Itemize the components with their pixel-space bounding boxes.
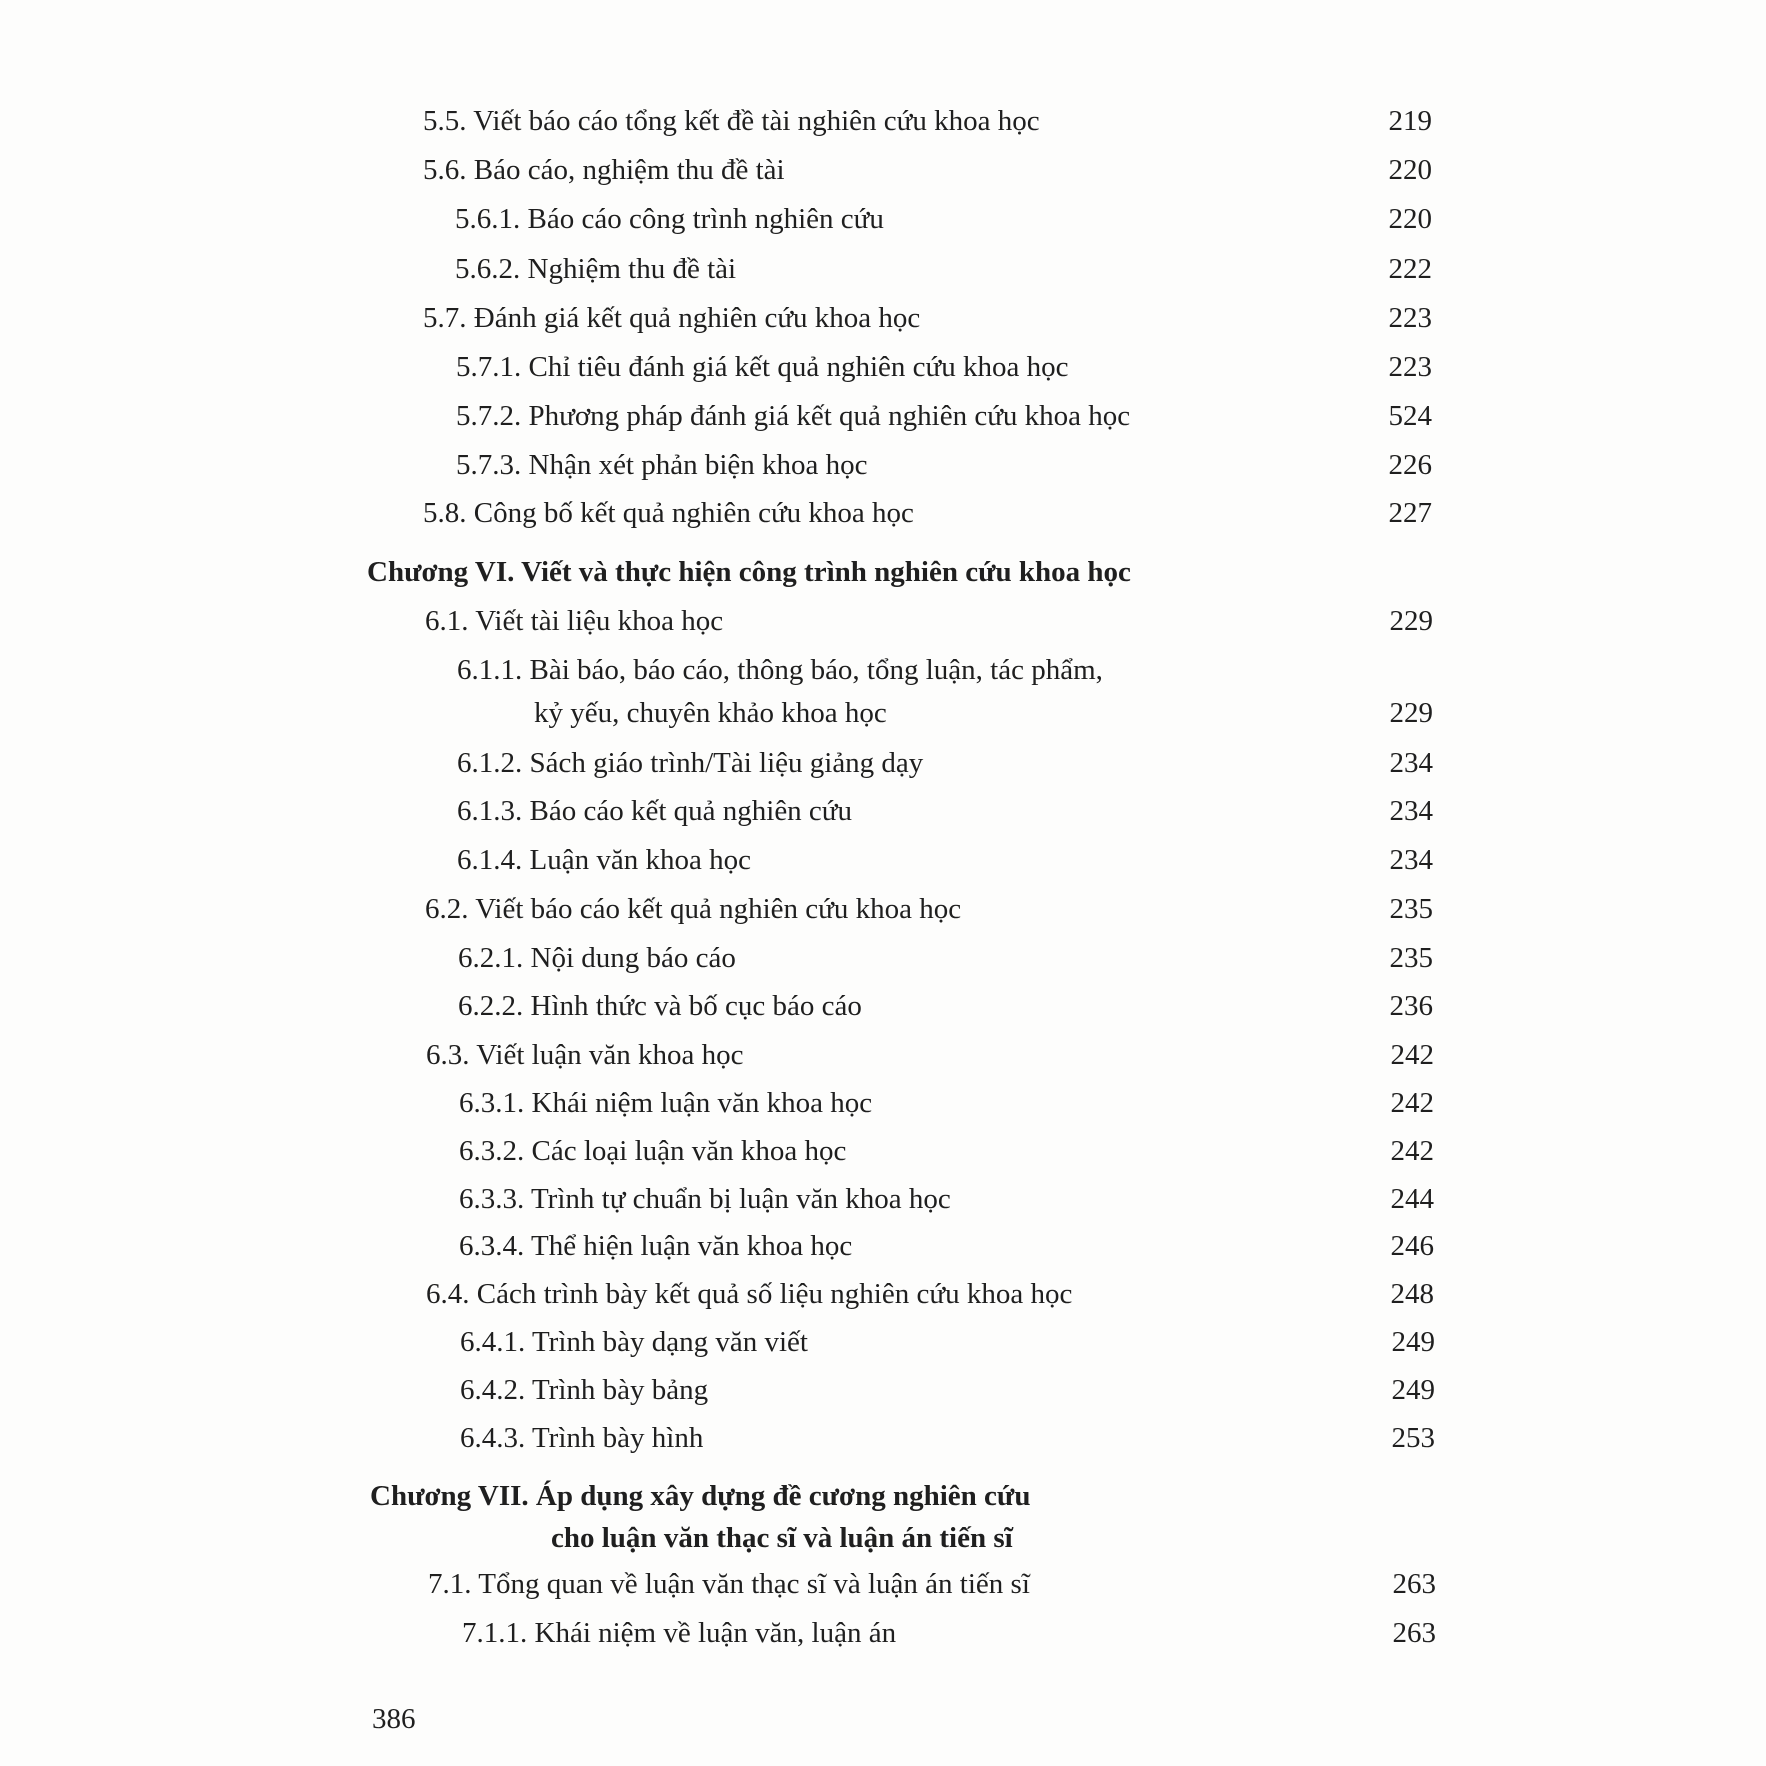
toc-entry-page: 234 — [1389, 844, 1433, 876]
toc-entry-title: 5.5. Viết báo cáo tổng kết đề tài nghiên cứu khoa học — [423, 105, 1040, 137]
toc-entry-title: 6.1.3. Báo cáo kết quả nghiên cứu — [457, 795, 853, 827]
chapter-title: Chương VI. Viết và thực hiện công trình nghiên cứu khoa học — [367, 556, 1131, 588]
toc-entry-page: 222 — [1388, 253, 1432, 285]
toc-entry-title: 6.2.2. Hình thức và bố cục báo cáo — [458, 990, 862, 1022]
toc-entry-title: 6.4. Cách trình bày kết quả số liệu nghiên cứu khoa học — [426, 1278, 1073, 1310]
toc-entry-6-4-3 — [0, 1414, 1766, 1462]
toc-entry-5-5 — [0, 97, 1766, 145]
toc-entry-page: 220 — [1388, 154, 1432, 186]
toc-entry-6-3-4 — [0, 1222, 1766, 1270]
toc-entry-page: 244 — [1390, 1183, 1434, 1215]
toc-entry-6-1-2 — [0, 739, 1766, 787]
toc-entry-title: 6.4.3. Trình bày hình — [460, 1422, 704, 1454]
toc-entry-6-4-1 — [0, 1318, 1766, 1366]
toc-entry-6-3-2 — [0, 1127, 1766, 1175]
toc-entry-5-6-2 — [0, 245, 1766, 293]
toc-entry-page: 226 — [1388, 449, 1432, 481]
toc-entry-6-1-4 — [0, 836, 1766, 884]
toc-entry-title: 6.4.1. Trình bày dạng văn viết — [460, 1326, 808, 1358]
toc-entry-page: 263 — [1392, 1617, 1436, 1649]
toc-entry-page: 242 — [1390, 1039, 1434, 1071]
toc-entry-title: 6.3.3. Trình tự chuẩn bị luận văn khoa học — [459, 1183, 951, 1215]
toc-entry-page: 263 — [1392, 1568, 1436, 1600]
toc-entry-page: 242 — [1390, 1087, 1434, 1119]
toc-entry-page: 253 — [1391, 1422, 1435, 1454]
toc-entry-6-3-1 — [0, 1079, 1766, 1127]
toc-entry-5-7-2 — [0, 392, 1766, 440]
chapter-title: Chương VII. Áp dụng xây dựng đề cương nghiên cứu — [370, 1480, 1031, 1512]
toc-entry-title: 7.1.1. Khái niệm về luận văn, luận án — [462, 1617, 897, 1649]
toc-entry-title: 5.6.2. Nghiệm thu đề tài — [455, 253, 737, 285]
toc-entry-page: 223 — [1388, 351, 1432, 383]
toc-entry-page: 249 — [1391, 1374, 1435, 1406]
toc-entry-6-2-2 — [0, 982, 1766, 1030]
toc-entry-6-3-3 — [0, 1175, 1766, 1223]
toc-entry-title: 6.3.4. Thể hiện luận văn khoa học — [459, 1230, 853, 1262]
toc-entry-title: 6.1.2. Sách giáo trình/Tài liệu giảng dạy — [457, 747, 924, 779]
toc-entry-title: 5.7. Đánh giá kết quả nghiên cứu khoa học — [423, 302, 921, 334]
toc-entry-page: 246 — [1390, 1230, 1434, 1262]
toc-entry-page: 236 — [1389, 990, 1433, 1022]
toc-chapter-7-heading — [0, 1472, 1766, 1520]
toc-entry-page: 219 — [1388, 105, 1432, 137]
toc-entry-6-1-3 — [0, 787, 1766, 835]
toc-entry-6-2 — [0, 885, 1766, 933]
toc-entry-title: 5.7.1. Chỉ tiêu đánh giá kết quả nghiên cứu khoa học — [456, 351, 1069, 383]
toc-entry-5-7-1 — [0, 343, 1766, 391]
chapter-title: cho luận văn thạc sĩ và luận án tiến sĩ — [551, 1522, 1013, 1554]
toc-entry-title: 5.6.1. Báo cáo công trình nghiên cứu — [455, 203, 884, 235]
toc-entry-page: 242 — [1390, 1135, 1434, 1167]
toc-entry-5-6 — [0, 146, 1766, 194]
toc-chapter-7-heading-continued — [0, 1514, 1766, 1562]
toc-entry-title: 7.1. Tổng quan về luận văn thạc sĩ và luận án tiến sĩ — [428, 1568, 1030, 1600]
toc-entry-title: 6.1.4. Luận văn khoa học — [457, 844, 751, 876]
toc-entry-page: 235 — [1389, 893, 1433, 925]
toc-entry-page: 524 — [1388, 400, 1432, 432]
toc-entry-title: 6.3. Viết luận văn khoa học — [426, 1039, 744, 1071]
toc-entry-page: 234 — [1389, 747, 1433, 779]
toc-entry-title: kỷ yếu, chuyên khảo khoa học — [534, 697, 887, 729]
toc-entry-6-1 — [0, 597, 1766, 645]
toc-entry-title: 6.3.1. Khái niệm luận văn khoa học — [459, 1087, 873, 1119]
toc-entry-5-8 — [0, 489, 1766, 537]
toc-entry-title: 6.4.2. Trình bày bảng — [460, 1374, 709, 1406]
toc-entry-6-2-1 — [0, 934, 1766, 982]
toc-entry-6-4 — [0, 1270, 1766, 1318]
toc-entry-title: 5.7.2. Phương pháp đánh giá kết quả nghiên cứu khoa học — [456, 400, 1131, 432]
toc-entry-6-1-1 — [0, 646, 1766, 694]
toc-entry-5-7 — [0, 294, 1766, 342]
toc-entry-page: 223 — [1388, 302, 1432, 334]
toc-entry-page: 249 — [1391, 1326, 1435, 1358]
toc-entry-6-1-1-continued — [0, 689, 1766, 737]
toc-entry-page: 229 — [1389, 605, 1433, 637]
toc-entry-page: 235 — [1389, 942, 1433, 974]
toc-entry-5-7-3 — [0, 441, 1766, 489]
page-number: 386 — [372, 1703, 416, 1735]
toc-entry-page: 234 — [1389, 795, 1433, 827]
toc-chapter-6-heading — [0, 548, 1766, 596]
toc-entry-7-1 — [0, 1560, 1766, 1608]
toc-entry-6-3 — [0, 1031, 1766, 1079]
toc-entry-title: 6.2.1. Nội dung báo cáo — [458, 942, 736, 974]
toc-entry-page: 229 — [1389, 697, 1433, 729]
toc-entry-title: 5.7.3. Nhận xét phản biện khoa học — [456, 449, 868, 481]
toc-entry-page: 220 — [1388, 203, 1432, 235]
toc-entry-page: 248 — [1390, 1278, 1434, 1310]
toc-entry-page: 227 — [1388, 497, 1432, 529]
toc-entry-title: 5.6. Báo cáo, nghiệm thu đề tài — [423, 154, 785, 186]
toc-entry-title: 5.8. Công bố kết quả nghiên cứu khoa học — [423, 497, 914, 529]
toc-entry-title: 6.3.2. Các loại luận văn khoa học — [459, 1135, 847, 1167]
toc-entry-7-1-1 — [0, 1609, 1766, 1657]
toc-entry-title: 6.1.1. Bài báo, báo cáo, thông báo, tổng luận, tác phẩm, — [457, 654, 1103, 686]
toc-entry-title: 6.2. Viết báo cáo kết quả nghiên cứu khoa học — [425, 893, 962, 925]
toc-entry-5-6-1 — [0, 195, 1766, 243]
toc-entry-title: 6.1. Viết tài liệu khoa học — [425, 605, 724, 637]
toc-entry-6-4-2 — [0, 1366, 1766, 1414]
